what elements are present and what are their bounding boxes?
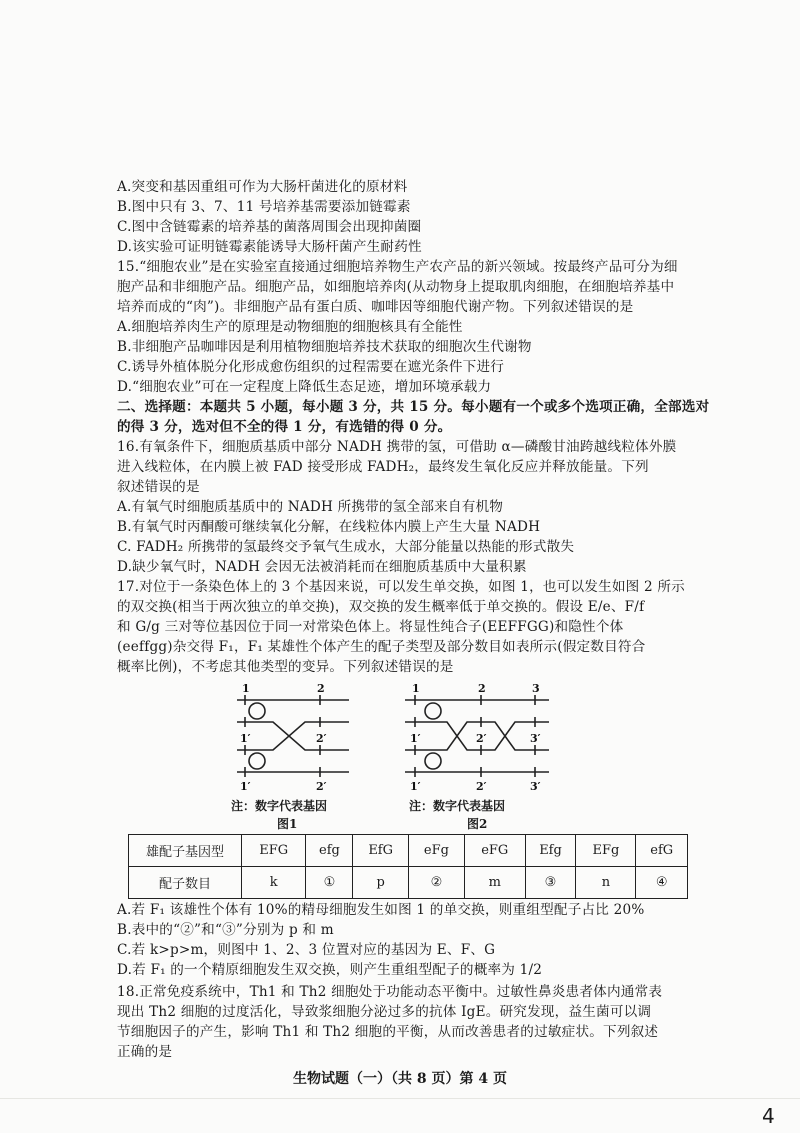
question-17-line3: 和 G/g 三对等位基因位于同一对常染色体上。将显性纯合子(EEFFGG)和隐性个体: [117, 619, 624, 635]
figure-2-caption: 图2: [467, 817, 488, 831]
option-14b: B.图中只有 3、7、11 号培养基需要添加链霉素: [117, 199, 411, 215]
gene-label: 3: [532, 682, 540, 695]
gene-label: 2′: [316, 732, 327, 745]
table-cell: k: [242, 867, 306, 899]
figure-1: [225, 682, 355, 831]
option-17a: A.若 F₁ 该雄性个体有 10%的精母细胞发生如图 1 的单交换，则重组型配子占比 20%: [117, 902, 645, 918]
option-14d: D.该实验可证明链霉素能诱导大肠杆菌产生耐药性: [117, 239, 422, 255]
option-14c: C.图中含链霉素的培养基的菌落周围会出现抑菌圈: [117, 219, 422, 235]
figures-area: [225, 682, 665, 832]
page-footer: 生物试题（一）（共 8 页）第 4 页: [293, 1071, 507, 1087]
question-17-line1: 17.对位于一条染色体上的 3 个基因来说，可以发生单交换，如图 1，也可以发生如图 2 所示: [117, 579, 685, 595]
figure-1-diagram: [225, 682, 355, 807]
table-cell: ③: [525, 867, 576, 899]
gene-label: 1′: [240, 780, 251, 793]
table-header-cell: 雄配子基因型: [129, 835, 242, 867]
gene-label: 2: [317, 682, 325, 695]
figure-2-note: 注：数字代表基因: [409, 799, 506, 813]
section-2-heading: 二、选择题：本题共 5 小题，每小题 3 分，共 15 分。每小题有一个或多个选项正确，全部选对: [117, 399, 710, 415]
figure-2-diagram: [397, 682, 557, 807]
gene-label: 1: [412, 682, 420, 695]
question-16-line1: 16.有氧条件下，细胞质基质中部分 NADH 携带的氢，可借助 α—磷酸甘油跨越线粒体外膜: [117, 439, 677, 455]
table-cell: ①: [306, 867, 353, 899]
question-18-line2: 现出 Th2 细胞的过度活化，导致浆细胞分泌过多的抗体 IgE。研究发现，益生菌可以调: [117, 1004, 652, 1020]
question-18-line3: 节细胞因子的产生，影响 Th1 和 Th2 细胞的平衡，从而改善患者的过敏症状。下列叙述: [117, 1024, 659, 1040]
gene-label: 1′: [410, 732, 421, 745]
gamete-table: [128, 834, 688, 899]
option-14a: A.突变和基因重组可作为大肠杆菌进化的原材料: [117, 179, 408, 195]
crossover-chromatid: [237, 722, 349, 750]
table-cell: ④: [636, 867, 688, 899]
option-15b: B.非细胞产品咖啡因是利用植物细胞培养技术获取的细胞次生代谢物: [117, 339, 532, 355]
question-15-line1: 15.“细胞农业”是在实验室直接通过细胞培养物生产农产品的新兴领域。按最终产品可分为细: [117, 259, 678, 275]
table-cell: EfG: [353, 835, 408, 867]
table-cell: eFg: [408, 835, 464, 867]
option-15a: A.细胞培养肉生产的原理是动物细胞的细胞核具有全能性: [117, 319, 463, 335]
question-18-line4: 正确的是: [117, 1044, 173, 1060]
table-row: [129, 867, 688, 899]
option-16d: D.缺少氧气时，NADH 会因无法被消耗而在细胞质基质中大量积累: [117, 559, 527, 575]
figure-1-caption: 图1: [277, 817, 298, 831]
table-cell: eFG: [464, 835, 525, 867]
table-cell: EFg: [576, 835, 636, 867]
option-16b: B.有氧气时丙酮酸可继续氧化分解，在线粒体内膜上产生大量 NADH: [117, 519, 541, 535]
question-17-line2: 的双交换(相当于两次独立的单交换)，双交换的发生概率低于单交换的。假设 E/e、F/f: [117, 599, 645, 615]
option-17b: B.表中的“②”和“③”分别为 p 和 m: [117, 922, 334, 938]
option-15d: D.“细胞农业”可在一定程度上降低生态足迹，增加环境承载力: [117, 379, 492, 395]
table-cell: p: [353, 867, 408, 899]
option-16a: A.有氧气时细胞质基质中的 NADH 所携带的氢全部来自有机物: [117, 499, 504, 515]
question-18-line1: 18.正常免疫系统中，Th1 和 Th2 细胞处于功能动态平衡中。过敏性鼻炎患者体内通常表: [117, 984, 663, 1000]
centromere-icon: [425, 753, 441, 769]
option-17c: C.若 k>p>m，则图中 1、2、3 位置对应的基因为 E、F、G: [117, 942, 496, 958]
centromere-icon: [425, 703, 441, 719]
question-15-line3: 培养而成的“肉”)。非细胞产品有蛋白质、咖啡因等细胞代谢产物。下列叙述错误的是: [117, 299, 634, 315]
gene-label: 1′: [240, 732, 251, 745]
question-17-line5: 概率比例)，不考虑其他类型的变异。下列叙述错误的是: [117, 659, 454, 675]
option-15c: C.诱导外植体脱分化形成愈伤组织的过程需要在遮光条件下进行: [117, 359, 505, 375]
table-cell: ②: [408, 867, 464, 899]
figure-2: [397, 682, 557, 831]
gene-label: 3′: [530, 780, 541, 793]
section-2-heading-cont: 的得 3 分，选对但不全的得 1 分，有选错的得 0 分。: [117, 419, 452, 435]
table-cell: Efg: [525, 835, 576, 867]
table-cell: n: [576, 867, 636, 899]
figure-1-note: 注：数字代表基因: [231, 799, 328, 813]
page-number: 4: [762, 1104, 775, 1128]
option-17d: D.若 F₁ 的一个精原细胞发生双交换，则产生重组型配子的概率为 1/2: [117, 962, 543, 978]
gene-label: 3′: [530, 732, 541, 745]
table-cell: EFG: [242, 835, 306, 867]
question-15-line2: 胞产品和非细胞产品。细胞产品，如细胞培养肉(从动物身上提取肌肉细胞，在细胞培养基中: [117, 279, 675, 295]
crossover-chromatid: [237, 722, 349, 750]
gene-label: 2′: [476, 780, 487, 793]
centromere-icon: [249, 703, 265, 719]
gene-label: 1: [242, 682, 250, 695]
option-16c: C. FADH₂ 所携带的氢最终交予氧气生成水，大部分能量以热能的形式散失: [117, 539, 575, 555]
table-header-cell: 配子数目: [129, 867, 242, 899]
question-16-line2: 进入线粒体，在内膜上被 FAD 接受形成 FADH₂，最终发生氧化反应并释放能量。下列: [117, 459, 649, 475]
question-17-line4: (eeffgg)杂交得 F₁，F₁ 某雄性个体产生的配子类型及部分数目如表所示(假定数目符合: [117, 639, 646, 655]
divider: [0, 1098, 800, 1099]
table-cell: efg: [306, 835, 353, 867]
table-cell: m: [464, 867, 525, 899]
table-cell: efG: [636, 835, 688, 867]
gene-label: 1′: [410, 780, 421, 793]
gene-label: 2′: [316, 780, 327, 793]
centromere-icon: [249, 753, 265, 769]
table-row: [129, 835, 688, 867]
gene-label: 2: [478, 682, 486, 695]
question-16-line3: 叙述错误的是: [117, 479, 200, 495]
gene-label: 2′: [476, 732, 487, 745]
